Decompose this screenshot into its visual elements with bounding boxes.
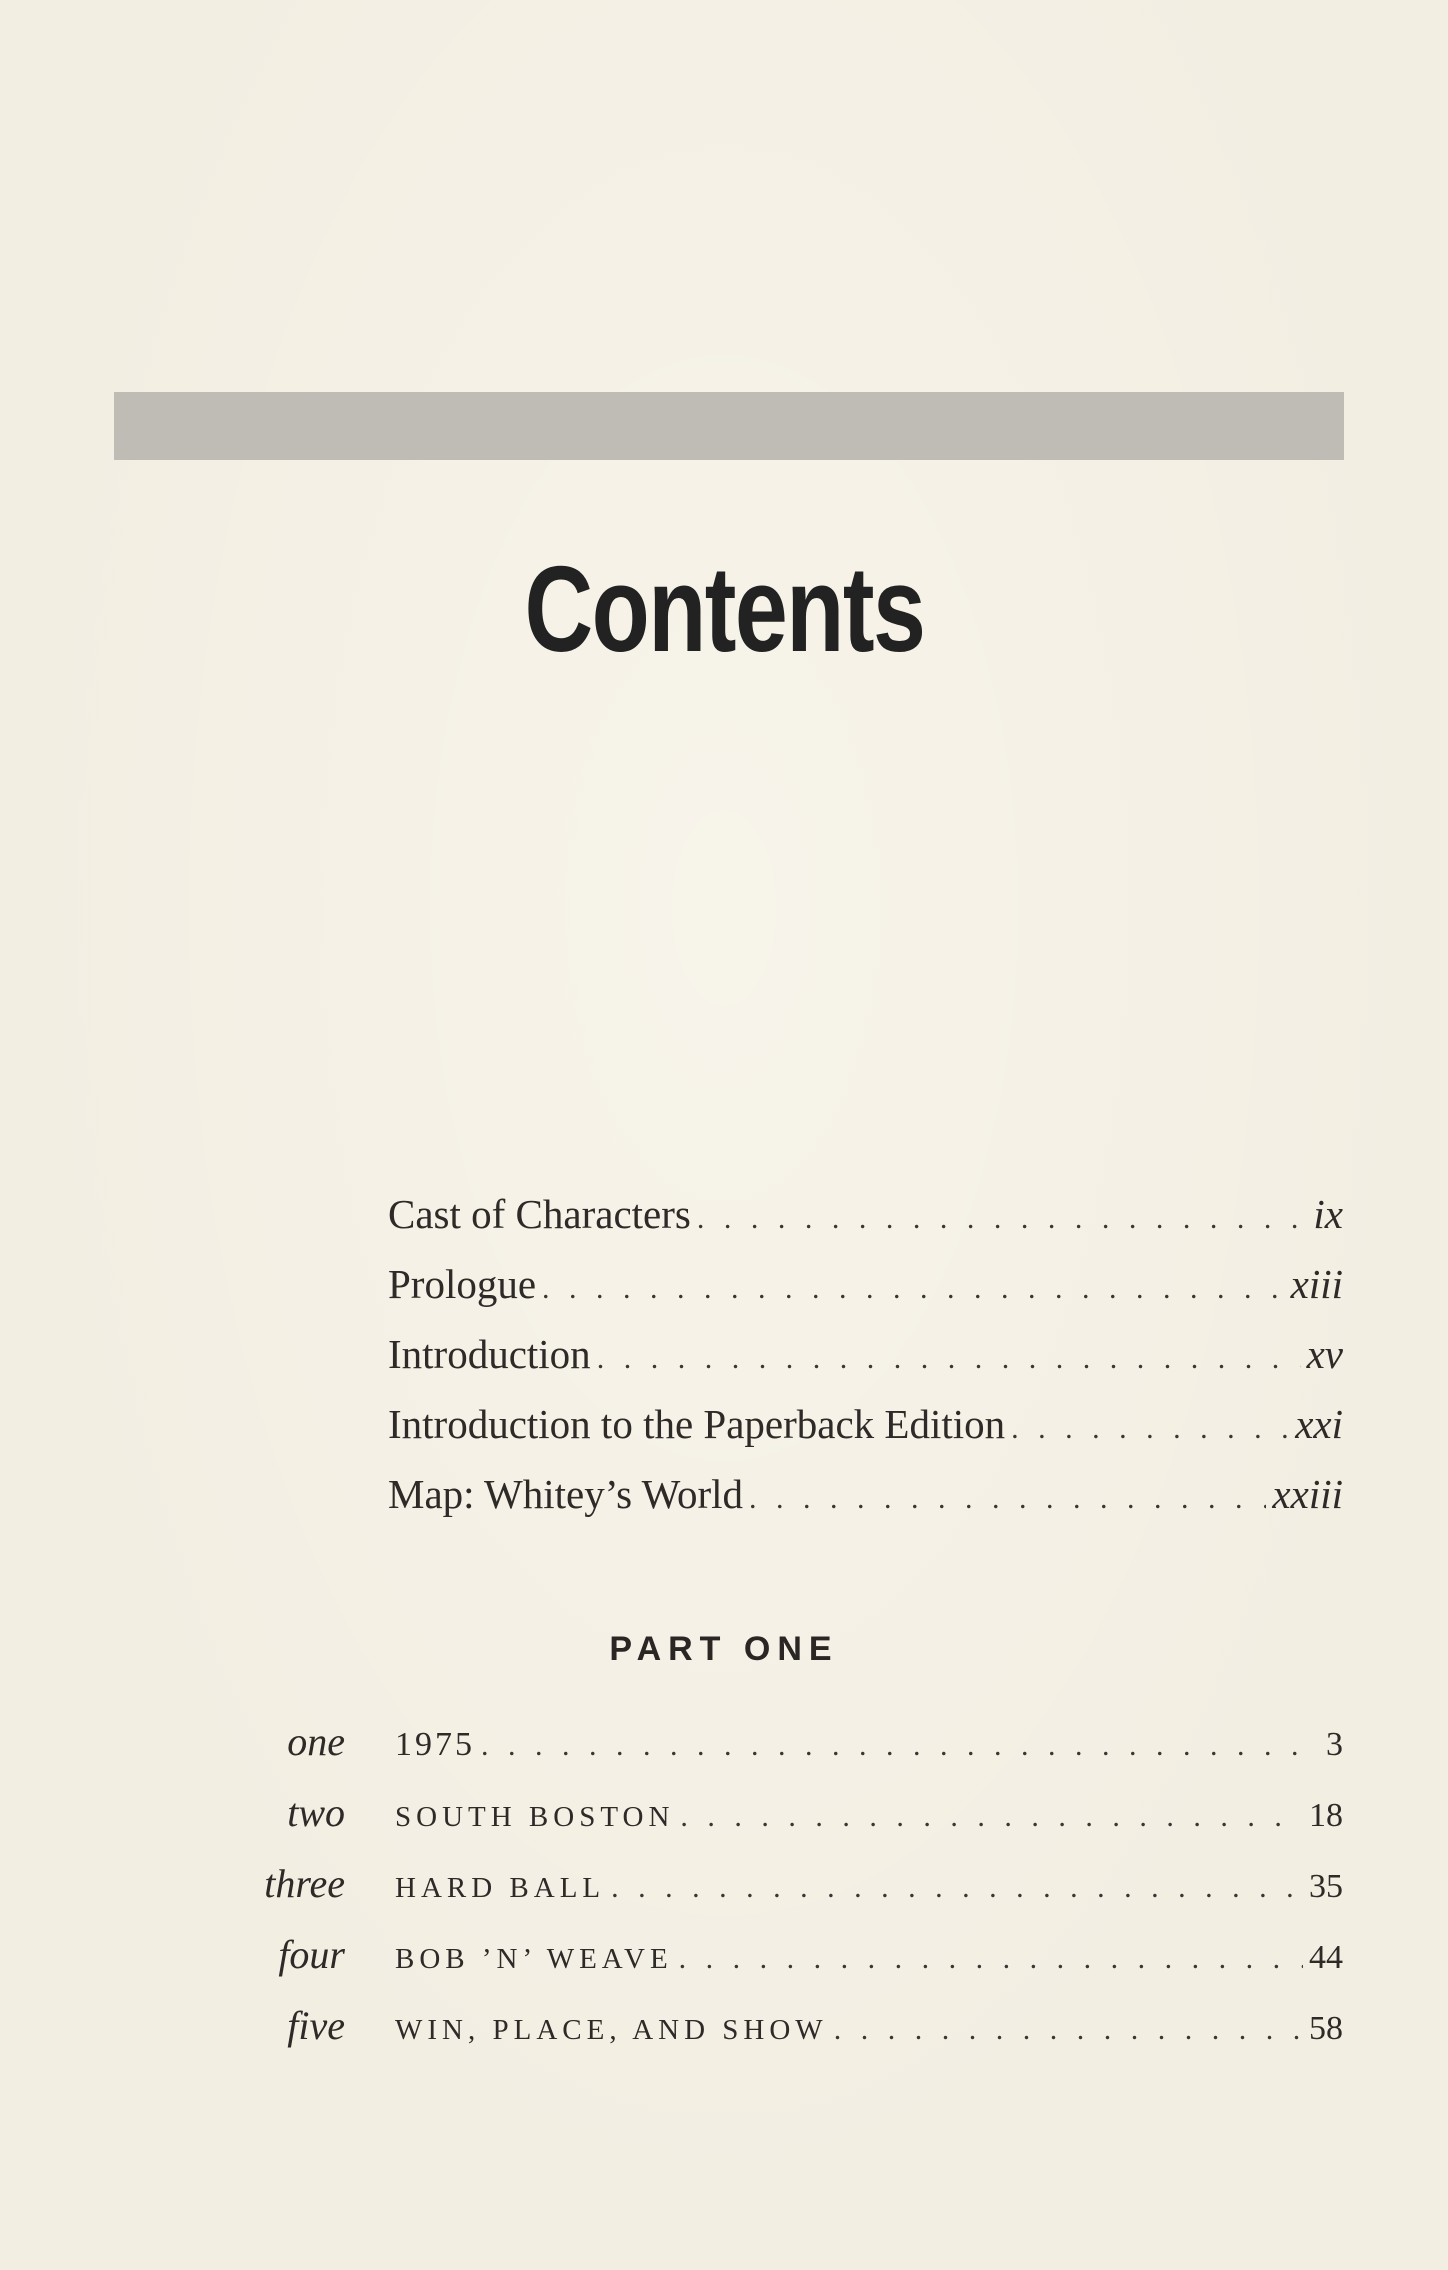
chapter-number: two: [287, 1790, 345, 1835]
dot-leader: [749, 1482, 1266, 1516]
dot-leader: [1011, 1412, 1289, 1446]
front-matter-item: [388, 1260, 1343, 1330]
dot-leader: [679, 1942, 1303, 1976]
chapter-item: [190, 2002, 1343, 2073]
chapter-title: SOUTH BOSTON: [395, 1801, 675, 1833]
entry-label: Introduction to the Paperback Edition: [388, 1401, 1006, 1447]
front-matter-list: [388, 1190, 1343, 1540]
page-title: Contents: [524, 541, 925, 677]
chapter-title: WIN, PLACE, AND SHOW: [395, 2014, 828, 2046]
dot-leader: [680, 1800, 1303, 1834]
dot-leader: [697, 1202, 1308, 1236]
part-heading: PART ONE: [609, 1630, 839, 1668]
entry-label: Prologue: [388, 1261, 537, 1307]
chapter-number: four: [278, 1932, 345, 1977]
chapter-title: 1975: [395, 1726, 475, 1763]
entry-label: Cast of Characters: [388, 1191, 691, 1237]
entry-label: Map: Whitey’s World: [388, 1471, 744, 1517]
chapter-item: [190, 1931, 1343, 2002]
chapter-page: 58: [1309, 2010, 1343, 2047]
front-matter-item: [388, 1330, 1343, 1400]
dot-leader: [597, 1342, 1301, 1376]
entry-label: Introduction: [388, 1331, 591, 1377]
header-bar: [114, 392, 1344, 460]
front-matter-item: [388, 1470, 1343, 1540]
chapter-page: 3: [1326, 1726, 1343, 1763]
front-matter-item: [388, 1400, 1343, 1470]
chapter-page: 44: [1309, 1939, 1343, 1976]
front-matter-item: [388, 1190, 1343, 1260]
chapter-page: 18: [1309, 1797, 1343, 1834]
chapter-title: HARD BALL: [395, 1872, 606, 1904]
entry-page: xxi: [1295, 1401, 1343, 1447]
dot-leader: [834, 2013, 1303, 2047]
entry-page: ix: [1313, 1191, 1343, 1237]
chapter-page: 35: [1309, 1868, 1343, 1905]
entry-page: xxiii: [1272, 1471, 1343, 1517]
chapter-item: [190, 1718, 1343, 1789]
dot-leader: [611, 1871, 1303, 1905]
entry-page: xiii: [1290, 1261, 1343, 1307]
chapter-number: three: [264, 1861, 345, 1906]
entry-page: xv: [1306, 1331, 1343, 1377]
chapter-item: [190, 1789, 1343, 1860]
dot-leader: [542, 1272, 1285, 1306]
chapter-number: one: [287, 1719, 345, 1764]
chapter-item: [190, 1860, 1343, 1931]
chapter-number: five: [287, 2003, 345, 2048]
chapter-list: [190, 1718, 1343, 2073]
chapter-title: BOB ’N’ WEAVE: [395, 1943, 673, 1975]
dot-leader: [481, 1729, 1320, 1763]
